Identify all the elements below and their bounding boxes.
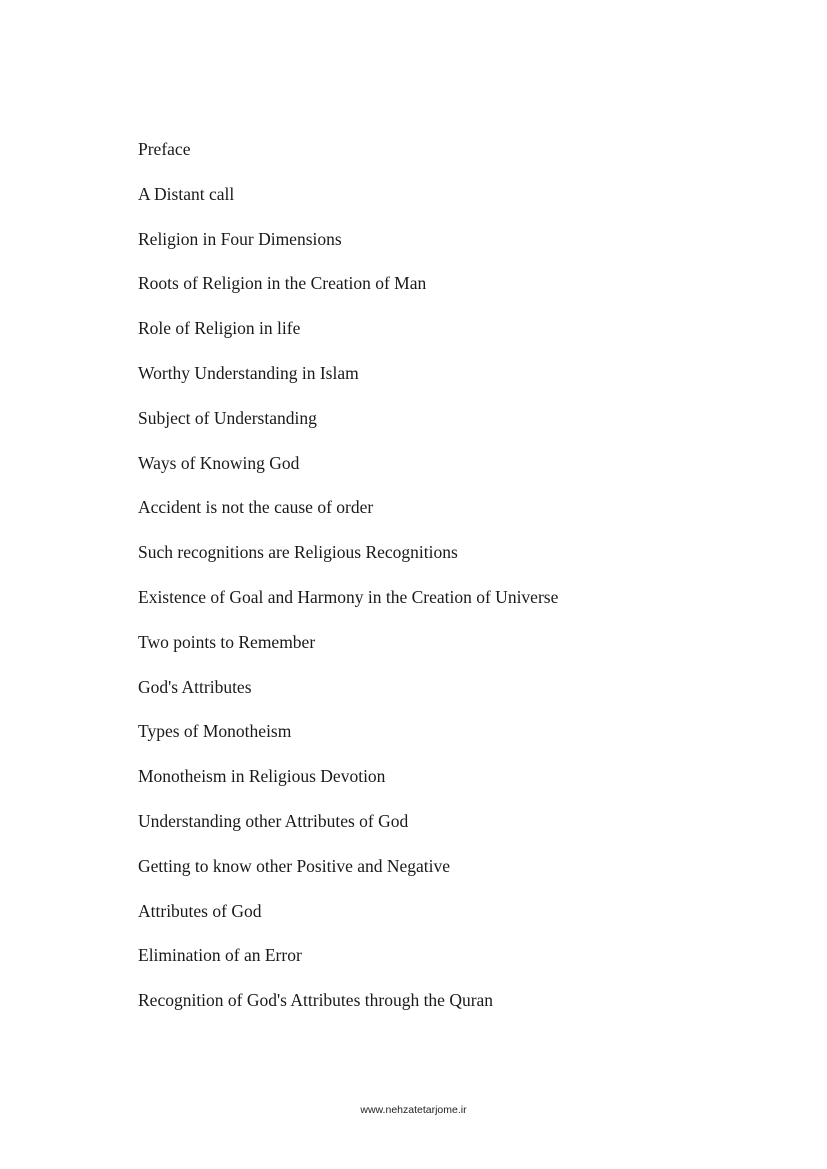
toc-item: God's Attributes xyxy=(138,676,252,697)
toc-item: Ways of Knowing God xyxy=(138,452,300,473)
toc-item: Such recognitions are Religious Recognitions xyxy=(138,542,458,563)
toc-item: Preface xyxy=(138,139,191,159)
toc-item: Worthy Understanding in Islam xyxy=(138,362,359,383)
toc-item: Accident is not the cause of order xyxy=(138,497,374,518)
toc-item: Attributes of God xyxy=(138,900,262,921)
toc-item: Understanding other Attributes of God xyxy=(138,810,409,831)
toc-item: Roots of Religion in the Creation of Man xyxy=(138,273,427,294)
toc-item: Religion in Four Dimensions xyxy=(138,228,342,249)
table-of-contents xyxy=(138,137,558,1033)
toc-item: Two points to Remember xyxy=(138,631,316,652)
toc-item: Role of Religion in life xyxy=(138,318,301,339)
footer-url: www.nehzatetarjome.ir xyxy=(360,1104,467,1116)
toc-item: Existence of Goal and Harmony in the Creation of Universe xyxy=(138,586,559,607)
toc-item: Types of Monotheism xyxy=(138,721,292,742)
toc-item: Subject of Understanding xyxy=(138,407,317,428)
toc-item: Getting to know other Positive and Negative xyxy=(138,855,451,876)
toc-item: Elimination of an Error xyxy=(138,945,302,966)
toc-item: A Distant call xyxy=(138,183,235,204)
toc-item: Recognition of God's Attributes through the Quran xyxy=(138,990,494,1011)
toc-item: Monotheism in Religious Devotion xyxy=(138,766,386,787)
